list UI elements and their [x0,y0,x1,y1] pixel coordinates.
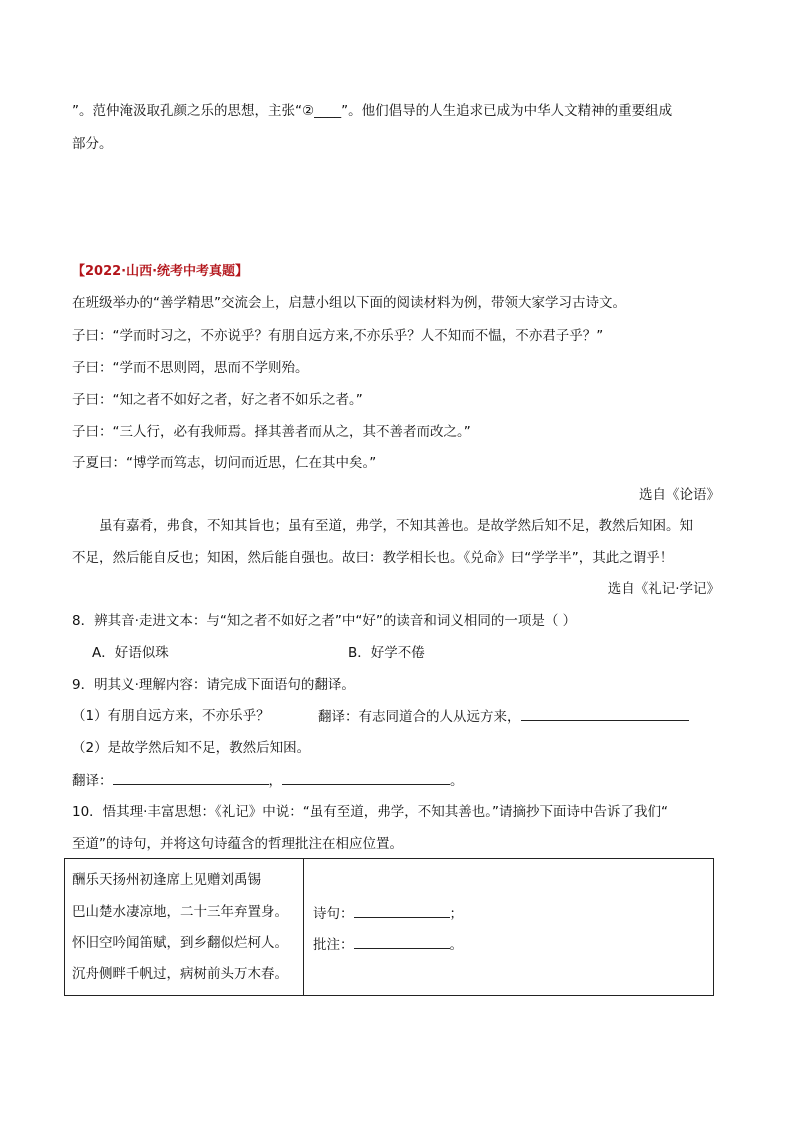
verse-end: ； [449,906,463,922]
intro-line-1: ”。范仲淹汲取孔颜之乐的思想，主张“②____”。他们倡导的人生追求已成为中华人文精神的重要组成 [72,103,673,119]
analects-quote-1: 子曰：“学而时习之，不亦说乎？有朋自远方来,不亦乐乎？人不知而不愠，不亦君子乎？” [72,328,604,344]
answer-cell [304,859,714,996]
q9-item1-translation [318,706,689,727]
poem-line-2: 怀旧空吟闻笛赋，到乡翻似烂柯人。 [72,935,288,951]
source-tag: 【2022·山西·统考中考真题】 [72,264,249,279]
q8-option-a[interactable]: A．好语似珠 [92,645,169,661]
liji-line-1: 虽有嘉肴，弗食，不知其旨也；虽有至道，弗学，不知其善也。是故学然后知不足，教然后知困。知 [99,518,693,534]
q9-item2-label: 翻译： [72,773,113,789]
q9-comma: ， [268,773,282,789]
analects-quote-4: 子曰：“三人行，必有我师焉。择其善者而从之，其不善者而改之。” [72,424,471,440]
q9-item1-label: 翻译：有志同道合的人从远方来， [318,709,521,725]
q9-item2-answer-blank-1[interactable] [113,770,269,785]
q10-line-2: 至道”的诗句，并将这句诗蕴含的哲理批注在相应位置。 [72,836,403,852]
source-analects: 选自《论语》 [639,487,720,503]
analects-quote-5: 子夏曰：“博学而笃志，切问而近思，仁在其中矣。” [72,455,377,471]
q9-period: 。 [450,773,464,789]
note-label: 批注： [313,937,354,953]
note-answer-row [313,934,463,955]
liji-line-2: 不足，然后能自反也；知困，然后能自强也。故曰：教学相长也。《兑命》曰“学学半”，其此之谓乎！ [72,550,674,566]
intro-line-2: 部分。 [72,136,113,152]
note-end: 。 [449,937,463,953]
q9-stem: 9．明其义·理解内容：请完成下面语句的翻译。 [72,677,355,693]
verse-answer-blank[interactable] [354,903,450,918]
poem-title: 酬乐天扬州初逢席上见赠刘禹锡 [72,872,261,888]
poem-line-1: 巴山楚水凄凉地，二十三年弃置身。 [72,904,288,920]
q8-option-b[interactable]: B．好学不倦 [348,645,425,661]
q9-item1-question: （1）有朋自远方来，不亦乐乎？ [72,708,270,724]
poem-line-3: 沉舟侧畔千帆过，病树前头万木春。 [72,966,288,982]
source-liji: 选自《礼记·学记》 [607,581,720,597]
analects-quote-2: 子曰：“学而不思则罔，思而不学则殆。 [72,360,309,376]
verse-answer-row [313,903,463,924]
analects-quote-3: 子曰：“知之者不如好之者，好之者不如乐之者。” [72,392,363,408]
q9-item2-answer-blank-2[interactable] [282,770,450,785]
q9-item1-answer-blank[interactable] [521,706,689,721]
q8-stem: 8．辨其音·走进文本：与“知之者不如好之者”中“好”的读音和词义相同的一项是（ ） [72,613,577,629]
q9-item2-translation [72,770,464,791]
note-answer-blank[interactable] [354,934,450,949]
lead-paragraph: 在班级举办的“善学精思”交流会上，启慧小组以下面的阅读材料为例，带领大家学习古诗文。 [72,295,626,311]
q9-item2-question: （2）是故学然后知不足，教然后知困。 [72,740,311,756]
q10-line-1: 10．悟其理·丰富思想：《礼记》中说：“虽有至道，弗学，不知其善也。”请摘抄下面诗中告诉了我们“ [72,804,668,820]
verse-label: 诗句： [313,906,354,922]
